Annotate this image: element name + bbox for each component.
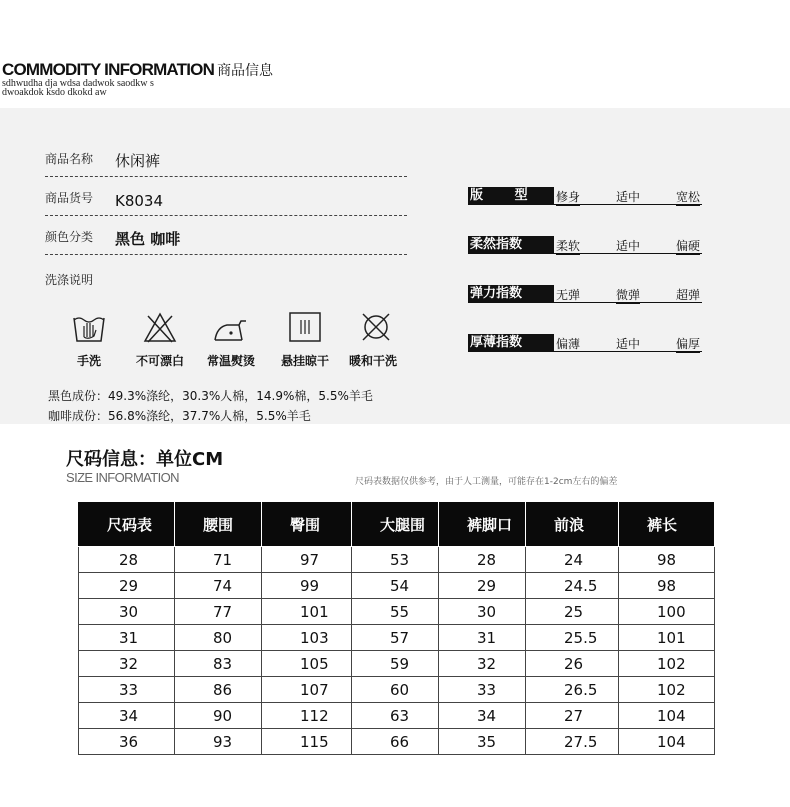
index-label: 版 型 <box>468 187 554 204</box>
index-underline <box>468 253 702 254</box>
info-label: 颜色分类 <box>45 230 94 244</box>
header-subtitle <box>2 79 154 97</box>
index-row-elasticity <box>468 285 702 305</box>
title-cn: 商品信息 <box>217 62 274 78</box>
index-option: 无弹 <box>556 288 581 302</box>
table-cell: 80 <box>175 625 262 651</box>
table-cell: 34 <box>439 703 526 729</box>
table-cell: 104 <box>619 703 715 729</box>
table-cell: 36 <box>79 729 175 755</box>
table-row <box>79 625 715 651</box>
index-label: 厚薄指数 <box>468 334 554 351</box>
table-row <box>79 651 715 677</box>
table-cell: 90 <box>175 703 262 729</box>
iron-icon <box>213 311 247 345</box>
table-cell: 55 <box>352 599 439 625</box>
index-row-thickness <box>468 334 702 354</box>
info-value: 休闲裤 <box>115 152 161 170</box>
table-cell: 83 <box>175 651 262 677</box>
index-option: 偏厚 <box>676 337 701 351</box>
column-header: 臀围 <box>262 502 352 547</box>
table-cell: 100 <box>619 599 715 625</box>
table-row <box>79 547 715 573</box>
table-cell: 29 <box>79 573 175 599</box>
table-cell: 112 <box>262 703 352 729</box>
table-header-row <box>79 502 715 547</box>
index-option: 柔软 <box>556 239 581 253</box>
title-en: COMMODITY INFORMATION <box>2 60 215 79</box>
info-row-color <box>45 226 407 255</box>
table-cell: 98 <box>619 573 715 599</box>
table-cell: 34 <box>79 703 175 729</box>
size-table <box>78 501 715 755</box>
table-cell: 107 <box>262 677 352 703</box>
table-cell: 24 <box>526 547 619 573</box>
column-header: 尺码表 <box>79 502 175 547</box>
table-cell: 102 <box>619 677 715 703</box>
table-cell: 31 <box>79 625 175 651</box>
table-cell: 86 <box>175 677 262 703</box>
table-cell: 27.5 <box>526 729 619 755</box>
no-bleach-icon <box>143 311 177 345</box>
table-cell: 33 <box>79 677 175 703</box>
info-label: 商品货号 <box>45 191 94 205</box>
table-cell: 53 <box>352 547 439 573</box>
table-cell: 32 <box>79 651 175 677</box>
table-cell: 27 <box>526 703 619 729</box>
table-cell: 104 <box>619 729 715 755</box>
table-cell: 102 <box>619 651 715 677</box>
index-option: 适中 <box>616 337 641 351</box>
table-cell: 30 <box>79 599 175 625</box>
table-cell: 25.5 <box>526 625 619 651</box>
subtitle-line-1: sdhwudha dja wdsa dadwok saodkw s <box>2 78 154 89</box>
wash-label: 悬挂晾干 <box>280 354 329 368</box>
table-cell: 66 <box>352 729 439 755</box>
column-header: 腰围 <box>175 502 262 547</box>
size-title: 尺码信息：单位CM <box>66 449 224 470</box>
index-underline <box>468 204 702 205</box>
subtitle-line-2: dwoakdok ksdo dkokd aw <box>2 87 107 98</box>
index-option: 宽松 <box>676 190 701 204</box>
table-row <box>79 729 715 755</box>
table-cell: 26.5 <box>526 677 619 703</box>
hang-dry-icon <box>288 311 322 345</box>
table-cell: 26 <box>526 651 619 677</box>
info-label: 商品名称 <box>45 152 94 166</box>
index-option: 适中 <box>616 190 641 204</box>
table-cell: 60 <box>352 677 439 703</box>
index-option: 微弹 <box>616 288 641 302</box>
table-cell: 28 <box>439 547 526 573</box>
table-cell: 30 <box>439 599 526 625</box>
table-cell: 31 <box>439 625 526 651</box>
index-underline <box>468 302 702 303</box>
column-header: 裤长 <box>619 502 715 547</box>
index-row-fit <box>468 187 702 207</box>
index-option: 超弹 <box>676 288 701 302</box>
index-option: 偏薄 <box>556 337 581 351</box>
table-cell: 101 <box>619 625 715 651</box>
column-header: 裤脚口 <box>439 502 526 547</box>
table-cell: 101 <box>262 599 352 625</box>
index-label: 弹力指数 <box>468 285 554 302</box>
wash-label: 手洗 <box>76 354 101 368</box>
table-cell: 77 <box>175 599 262 625</box>
table-cell: 103 <box>262 625 352 651</box>
table-cell: 63 <box>352 703 439 729</box>
wash-label: 常温熨烫 <box>206 354 255 368</box>
table-cell: 97 <box>262 547 352 573</box>
info-row-sku <box>45 187 407 216</box>
wash-title: 洗涤说明 <box>45 273 94 287</box>
table-cell: 54 <box>352 573 439 599</box>
wash-label: 不可漂白 <box>135 354 184 368</box>
table-row <box>79 677 715 703</box>
table-cell: 33 <box>439 677 526 703</box>
table-cell: 98 <box>619 547 715 573</box>
table-cell: 24.5 <box>526 573 619 599</box>
table-cell: 59 <box>352 651 439 677</box>
index-option: 修身 <box>556 190 581 204</box>
table-cell: 29 <box>439 573 526 599</box>
wash-label: 暖和干洗 <box>348 354 397 368</box>
index-option: 适中 <box>616 239 641 253</box>
table-cell: 25 <box>526 599 619 625</box>
index-underline <box>468 351 702 352</box>
hand-wash-icon <box>72 311 106 345</box>
table-row <box>79 703 715 729</box>
info-value: 黑色 咖啡 <box>115 230 181 248</box>
index-option: 偏硬 <box>676 239 701 253</box>
table-cell: 28 <box>79 547 175 573</box>
page-title <box>2 60 273 80</box>
table-cell: 105 <box>262 651 352 677</box>
composition-coffee: 咖啡成份：56.8%涤纶，37.7%人棉，5.5%羊毛 <box>48 409 311 423</box>
index-row-softness <box>468 236 702 256</box>
column-header: 前浪 <box>526 502 619 547</box>
table-cell: 57 <box>352 625 439 651</box>
no-tumble-dry-icon <box>359 311 393 345</box>
table-cell: 71 <box>175 547 262 573</box>
table-cell: 99 <box>262 573 352 599</box>
info-value: K8034 <box>115 192 164 210</box>
table-row <box>79 599 715 625</box>
table-cell: 74 <box>175 573 262 599</box>
table-cell: 93 <box>175 729 262 755</box>
index-label: 柔然指数 <box>468 236 554 253</box>
composition-black: 黑色成份：49.3%涤纶，30.3%人棉，14.9%棉，5.5%羊毛 <box>48 389 373 403</box>
column-header: 大腿围 <box>352 502 439 547</box>
table-cell: 115 <box>262 729 352 755</box>
table-cell: 35 <box>439 729 526 755</box>
size-subtitle: SIZE INFORMATION <box>66 470 179 485</box>
table-cell: 32 <box>439 651 526 677</box>
table-row <box>79 573 715 599</box>
info-row-name <box>45 148 407 177</box>
size-note: 尺码表数据仅供参考，由于人工测量，可能存在1-2cm左右的偏差 <box>355 477 618 487</box>
